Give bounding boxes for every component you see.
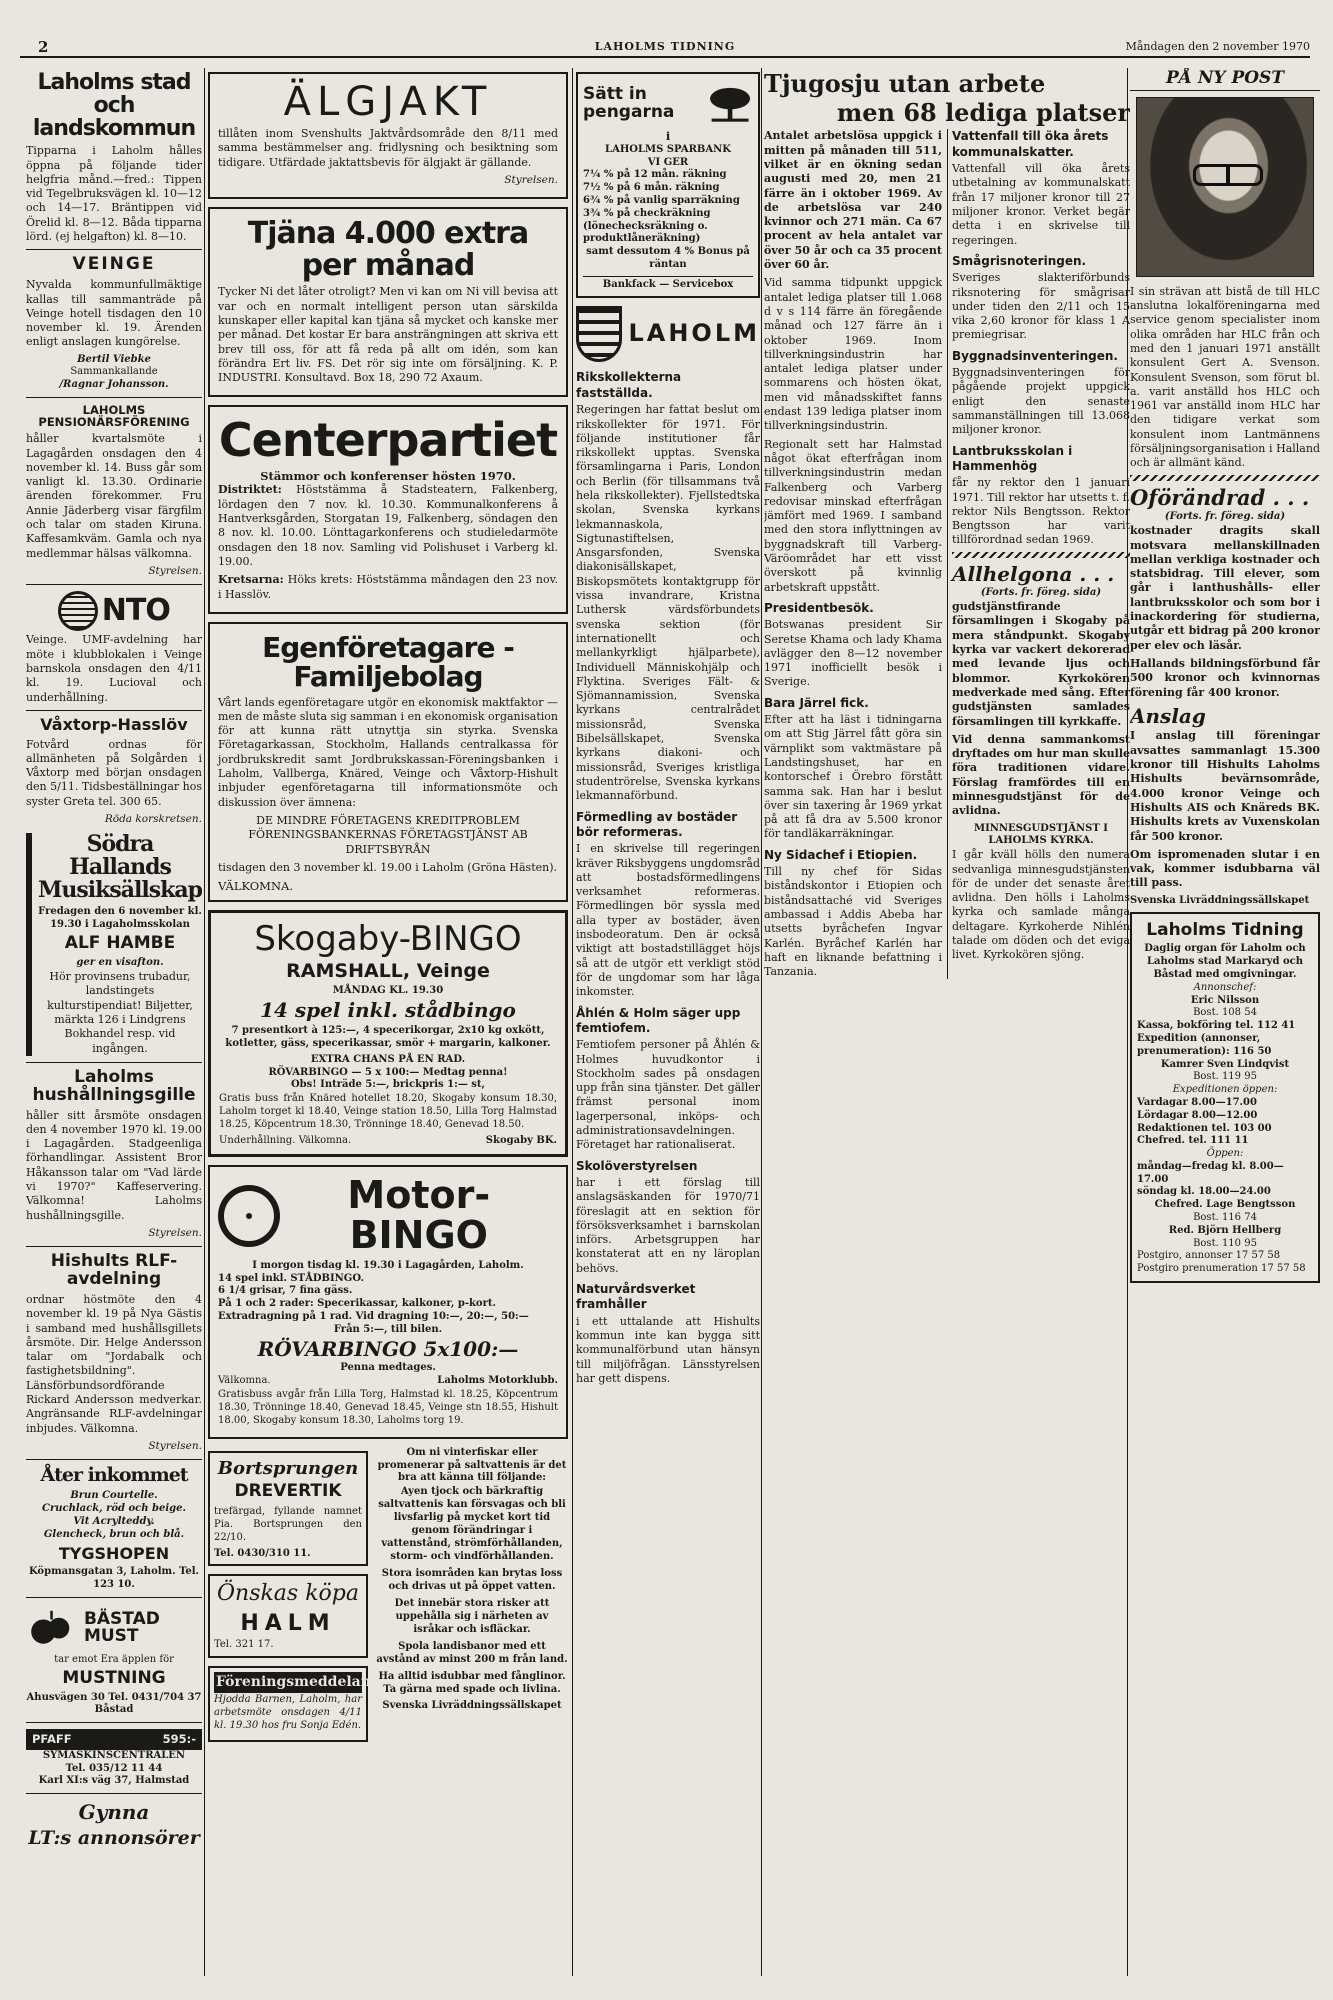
ad-body: Höks krets: Höststämma måndagen den 23 nov. i Hasslöv. xyxy=(218,573,559,601)
rate-line: 7¼ % på 12 mån. räkning xyxy=(583,169,727,181)
ad-time: tisdagen den 3 november kl. 19.00 i Laholm (Gröna Hästen). xyxy=(218,860,558,874)
notice-body: Veinge. UMF-avdelning har möte i klubblokalen i Veinge barnskola onsdagen den 4/11 kl. 19. Lucioval och underhållning. xyxy=(26,633,202,704)
divider xyxy=(26,1062,202,1063)
ad-fran: Från 5:—, till bilen. xyxy=(333,1323,443,1335)
article-title: Bara Järrel fick. xyxy=(764,695,869,710)
ad-date: Fredagen den 6 november kl. 19.30 i Lagaholmsskolan xyxy=(38,905,202,930)
skogaby-bingo-ad xyxy=(208,910,568,1157)
ad-rows: På 1 och 2 rader: Specerikassar, kalkoner, p-kort. xyxy=(218,1298,496,1310)
article-title: Rikskollekterna fastställda. xyxy=(576,370,682,400)
article-title: Skolöverstyrelsen xyxy=(576,1158,698,1173)
signature: /Ragnar Johansson. xyxy=(59,379,169,391)
paper-title: Laholms Tidning xyxy=(1146,919,1304,940)
ad-welcome: Välkomna. xyxy=(218,1375,271,1387)
ad-when: I morgon tisdag kl. 19.30 i Lagagården, Laholm. xyxy=(252,1259,524,1271)
ice-safety-notice xyxy=(376,1447,568,1751)
ad-title: Tjäna 4.000 extra per månad xyxy=(247,216,529,283)
notice-title: Laholms hushållningsgille xyxy=(32,1066,196,1105)
ad-tel: Tel. 321 17. xyxy=(214,1638,274,1650)
article-body: Regeringen har fattat beslut om rikskollekter för 1971. För följande institutioner får rikskollekt upptas. Svenska församlingarna i Paris, London och Berlin (för tillsammans två hela rikskollekter). Fjellstedtska skolan, Svenska kyrkans lekmannaskola, Sigtunastiftelsen, Ansgarsfonden, Svenska diakonisällskapet, Biskopsmötets kontaktgrupp för vissa invandrare, Kristna Luthersk värdsförbundets svenska sektion (för internationellt och mellankyrkligt hjälparbete), Individuell Människohjälp och Flyktina. Sveriges Fält- & Sjömannamission, Svenska kyrkans centralrådet missionsråd, Svenska Bibelsällskapet, Svenska kyrkans diakoni- och missionsråd, Sveriges kristliga studentrörelse, Svenska kyrkans lekmannaförbund. xyxy=(576,403,760,803)
ad-vi-ger: VI GER xyxy=(647,156,689,168)
article-headline: men 68 lediga platser xyxy=(836,98,1130,128)
brand-name: PFAFF xyxy=(32,1732,72,1747)
article-body: I går kväll hölls den numera sedvanliga minnesgudstjänsten för de under det senaste året avlidna. Den hölls i Laholms kyrka och samlade många deltagare. Kyrkoherde Nihlén talade om döden och det eviga livet. Kyrkokören sjöng. xyxy=(952,848,1130,962)
ad-prizes: 7 presentkort à 125:—, 4 specerikorgar, 2x10 kg oxkött, kotletter, gäss, specerikassar, smör + margarin, kalkoner. xyxy=(225,1024,551,1049)
ad-welcome: VÄLKOMNA. xyxy=(218,879,293,894)
slogan: Gynna xyxy=(78,1800,150,1825)
article-body: I sin strävan att bistå de till HLC anslutna lokalföreningarna med service genom specialister inom olika områden har HLC från och med den 1 januari 1971 anställt konsulent Gert A. Svenson. Konsulent Svenson, som förut bl. a. varit anställd hos HLC och 1961 var anställd inom HLC har den tidigare verkat som konsulent inom Lantmännens försäljningsorganisation i Halland och är allmänt känd. xyxy=(1130,284,1320,470)
article-body: gudstjänstfirande församlingen i Skogaby på mera ståndpunkt. Skogaby kyrka var vackert dekorerad med levande ljus och blommor. Kyrkokören medverkade med sång. Efter gudstjänsten samlades församlingen till kyrkkaffe. xyxy=(952,600,1130,728)
ad-tel: Tel. 0430/310 11. xyxy=(214,1547,311,1559)
pfaff-banner xyxy=(26,1729,202,1750)
article-body: Hallands bildningsförbund får 500 kronor och kvinnornas förening får 400 kronor. xyxy=(1130,656,1320,699)
notice-body: Spola landisbanor med ett avstånd av minst 200 m från land. xyxy=(376,1641,568,1666)
ad-footer: Underhållning. Välkomna. xyxy=(219,1135,352,1147)
ad-name: DREVERTIK xyxy=(234,1480,342,1501)
masthead xyxy=(20,34,1310,58)
ad-rov: RÖVARBINGO — 5 x 100:— Medtag penna! xyxy=(268,1066,508,1078)
article-headline: Oförändrad . . . xyxy=(1130,484,1310,510)
article-body: Botswanas president Sir Seretse Khama och lady Khama avlägger den 8—12 november 1971 inofficiellt besök i Sverige. xyxy=(764,618,942,689)
paper-name: LAHOLMS TIDNING xyxy=(594,40,736,53)
notice-body: håller sitt årsmöte onsdagen den 4 november 1970 kl. 19.00 i Lagagården. Stadgeenliga förhandlingar. Assistent Bror Håkansson talar om "Vad lärde vi 1970?" Kaffeservering. Välkomna! Laholms hushållningsgille. xyxy=(26,1108,202,1222)
ad-penna: Penna medtages. xyxy=(340,1362,436,1374)
signature: Styrelsen. xyxy=(148,1226,202,1239)
ad-subtitle: Stämmor och konferenser hösten 1970. xyxy=(260,468,516,483)
article-title: Vattenfall till öka årets kommunalskatter. xyxy=(952,129,1109,159)
info-line: Postgiro, annonser 17 57 58 xyxy=(1137,1250,1281,1262)
article-headline: Anslag xyxy=(1130,703,1206,728)
ad-rov: RÖVARBINGO 5x100:— xyxy=(257,1336,519,1361)
ad-line: Brun Courtelle. xyxy=(70,1490,158,1502)
article-body: kostnader dragits skall motsvara mellanskillnaden mellan verkliga kostnader och statsbidrag. Till elever, som går i lanthushålls- eller lantbruksskolor och som bor i inackordering för studierna, utgår ett bidrag på 200 kronor per elev och läsår. xyxy=(1130,524,1320,652)
ad-club: Laholms Motorklubb. xyxy=(437,1375,558,1387)
notice-body: Ayen tjock och bärkraftig saltvattenis kan försvagas och bli livsfarlig på mycket kort tid genom förändringar i vattenstånd, strömförhållanden, storm- och vindförhållanden. xyxy=(378,1486,566,1563)
ad-title: Önskas köpa xyxy=(216,1581,359,1607)
ad-bus: Gratis buss från Knäred hotellet 18.20, Skogaby konsum 18.30, Laholm torget kl 18.40, Veinge station 18.50, Lilla Torg Halmstad 18.25, Köpcentrum 18.30, Trönninge 18.40, Genevad 18.50. xyxy=(219,1093,557,1131)
article-continuation: (Forts. fr. föreg. sida) xyxy=(1164,511,1286,523)
divider xyxy=(26,710,202,711)
signature: Röda korskretsen. xyxy=(104,813,202,826)
signature: Styrelsen. xyxy=(148,564,202,577)
notice-body: Stora isområden kan brytas loss och drivas ut på öppet vatten. xyxy=(381,1568,563,1593)
nto-logo xyxy=(26,591,202,631)
article-title: Ny Sidachef i Etiopien. xyxy=(764,847,918,862)
notice-body: ordnar höstmöte den 4 november kl. 19 på Nya Gästis i samband med hushållsgillets årsmöte. Dir. Helge Andersson talar om "Jordabalk och fastighetsbildning". Länsförbundsordförande Rickard Andersson medverkar. Angränsande RLF-avdelningar inbjudes. Välkomna. xyxy=(26,1293,202,1435)
ad-title: Bortsprungen xyxy=(217,1457,359,1479)
info-line: Chefred. Lage Bengtsson xyxy=(1154,1199,1296,1211)
ad-body: trefärgad, fyllande namnet Pia. Bortsprungen den 22/10. xyxy=(214,1505,362,1543)
apple-icon xyxy=(26,1604,78,1654)
rate-line: 6¾ % på vanlig sparräkning xyxy=(583,194,740,206)
rate-line: 7½ % på 6 mån. räkning xyxy=(583,182,720,194)
ornament xyxy=(1130,475,1320,481)
article-body: Femtiofem personer på Åhlén & Holmes huvudkontor i Stockholm sades på onsdagen upp från sina tjänster. Det gäller främst personal inom lagerpersonal, inköps- och administrationsavdelningen. Företaget har rationaliserat. xyxy=(576,1038,760,1152)
ad-footer: Bankfack — Servicebox xyxy=(583,276,753,292)
info-line: Redaktionen tel. 103 00 xyxy=(1137,1122,1272,1134)
ad-title: TYGSHOPEN xyxy=(58,1543,170,1563)
ornament xyxy=(952,552,1130,558)
signature: Styrelsen. xyxy=(504,173,558,186)
column-5 xyxy=(1130,68,1320,1976)
ad-extra: Extradragning på 1 rad. Vid dragning 10:—, 20:—, 50:— xyxy=(218,1311,529,1323)
divider xyxy=(26,584,202,585)
egen-ad xyxy=(208,622,568,902)
ad-line: Cruchlack, röd och beige. xyxy=(41,1503,187,1515)
ad-title: MUSTNING xyxy=(62,1667,166,1688)
ad-body: Hjodda Barnen, Laholm, har arbetsmöte onsdagen 4/11 kl. 19.30 hos fru Sonja Edén. xyxy=(214,1694,362,1732)
slogan: LT:s annonsörer xyxy=(28,1826,200,1849)
info-label: Öppen: xyxy=(1206,1148,1244,1160)
sparbank-ad xyxy=(576,72,760,298)
divider xyxy=(26,249,202,250)
column-1 xyxy=(26,68,202,1976)
coat-of-arms-icon xyxy=(576,306,622,362)
article-title: Åhlén & Holm säger upp femtiofem. xyxy=(576,1005,741,1035)
info-line: Expedition (annonser, prenumeration): 116 50 xyxy=(1137,1032,1272,1057)
notice-title: Våxtorp-Hasslöv xyxy=(40,714,188,734)
notice-title: NTO xyxy=(101,593,170,629)
tree-icon xyxy=(707,79,753,129)
ad-title: Södra Hallands Musiksällskap xyxy=(38,830,202,903)
info-line: måndag—fredag kl. 8.00—17.00 xyxy=(1137,1160,1284,1185)
article-body: Antalet arbetslösa uppgick i mitten på månaden till 511, vilket är en ökning sedan augusti med 20, men 21 färre än i oktober 1969. Av de arbetslösa var 240 kvinnor och 271 män. Ca 67 procent av hela antalet var över 50 år och ca 35 procent över 60 år. xyxy=(764,129,942,272)
rate-line: 3¾ % på checkräkning (lönechecksräkning o. produktlåneräkning) xyxy=(583,207,711,245)
article-headline: Allhelgona . . . xyxy=(952,561,1115,586)
glasses-icon xyxy=(1193,164,1263,186)
article-body: Regionalt sett har Halmstad något ökat efterfrågan inom tillverkningsindustrin medan Falkenberg och Varberg redovisar minskad efterfrågan jämfört med 1969. I samband med den stora inflyttningen av byggnadskraft till Varberg-Väröområdet har ett visst överskott på kvinnlig arbetskraft uppstått. xyxy=(764,437,942,594)
ad-games: 14 spel inkl. STÅDBINGO. xyxy=(218,1272,364,1284)
info-line: Chefred. tel. 111 11 xyxy=(1137,1135,1249,1147)
notice-body: Det innebär stora risker att uppehålla sig i närheten av isråkar och isfläckar. xyxy=(394,1598,550,1636)
notice-title: VEINGE xyxy=(72,254,156,275)
globe-icon xyxy=(58,591,98,631)
steering-wheel-icon xyxy=(218,1185,280,1247)
motor-bingo-ad xyxy=(208,1165,568,1439)
ad-name: HALM xyxy=(240,1610,336,1636)
article-body: Byggnadsinventeringen för pågående projekt uppgick enligt den senaste sammanställningen till 13.068 miljoner kronor. xyxy=(952,366,1130,437)
ad-line: Glencheck, brun och blå. xyxy=(43,1528,185,1540)
notice-body: Fotvård ordnas för allmänheten på Solgården i Våxtorp med början onsdagen den 5/11. Tidsbeställningar hos syster Greta tel. 300 65. xyxy=(26,737,202,808)
column-divider xyxy=(761,68,762,1976)
article-title: Presidentbesök. xyxy=(764,600,874,615)
page-number: 2 xyxy=(38,38,49,56)
signature: Svenska Livräddningssällskapet xyxy=(382,1700,562,1712)
ad-title: Motor-BINGO xyxy=(347,1173,491,1257)
ad-pass: 6 1/4 grisar, 7 fina gäss. xyxy=(218,1285,353,1297)
info-line: Kamrer Sven Lindqvist xyxy=(1160,1058,1290,1070)
algjakt-ad xyxy=(208,72,568,199)
issue-date: Måndagen den 2 november 1970 xyxy=(1125,40,1310,53)
divider xyxy=(26,1597,202,1598)
article-body: Till ny chef för Sidas biståndskontor i Etiopien och biståndsattaché vid Sveriges ambassad i Addis Abeba har utsetts byråchefen Ingvar Karlén. Byråchef Karlén har haft en liknande befattning i Tanzania. xyxy=(764,865,942,979)
info-name: Eric Nilsson xyxy=(1190,994,1260,1006)
label: Kretsarna: xyxy=(218,573,284,587)
portrait-photo xyxy=(1136,97,1314,277)
article-headline: PÅ NY POST xyxy=(1130,68,1320,91)
divider xyxy=(26,1722,202,1723)
ad-day: MÅNDAG KL. 19.30 xyxy=(332,985,444,997)
ad-address: Karl XI:s väg 37, Halmstad xyxy=(38,1775,190,1787)
article-title: Smågrisnoteringen. xyxy=(952,253,1087,268)
info-line: Postgiro prenumeration 17 57 58 xyxy=(1137,1263,1306,1275)
ad-title: Centerpartiet xyxy=(218,413,558,468)
article-title: Lantbruksskolan i Hammenhög xyxy=(952,443,1073,473)
crest-label: LAHOLM xyxy=(628,319,760,348)
ad-subtitle: ger en visafton. xyxy=(76,957,164,969)
article-body: Sveriges slakteriförbunds riksnotering för smågrisar under tiden den 2/11 och 15 vika 2,60 kronor för klass 1 A premiegrisar. xyxy=(952,271,1130,342)
notice-body: Nyvalda kommunfullmäktige kallas till sammanträde på Veinge hotell tisdagen den 10 november kl. 19. Ärenden enligt anslagen kungörelse. xyxy=(26,278,202,349)
ad-name: SYMASKINSCENTRALEN xyxy=(42,1749,186,1761)
column-4 xyxy=(764,68,1130,1976)
label: Distriktet: xyxy=(218,483,282,497)
divider xyxy=(26,1246,202,1247)
article-body: har i ett förslag till anslagsäskanden för 1970/71 föreslagit att en sektion för försöksverksamhet i barnskolan införs. Arbetsgruppen har konstaterat att en ny läroplan behövs. xyxy=(576,1175,760,1275)
signature-role: Sammankallande xyxy=(70,366,158,378)
info-label: Annonschef: xyxy=(1193,981,1257,993)
article-title: Byggnadsinventeringen. xyxy=(952,348,1118,363)
divider xyxy=(26,1793,202,1794)
price: 595:- xyxy=(162,1732,196,1747)
signature: Svenska Livräddningssällskapet xyxy=(1130,894,1310,906)
column-divider xyxy=(572,68,573,1976)
info-line: Lördagar 8.00—12.00 xyxy=(1137,1109,1258,1121)
info-tel: Bost. 110 95 xyxy=(1193,1237,1257,1249)
ad-bonus: samt dessutom 4 % Bonus på räntan xyxy=(586,246,750,270)
ad-title: Sätt in pengarna xyxy=(583,83,675,122)
article-body: Vid samma tidpunkt uppgick antalet lediga platser till 1.068 d v s 114 färre än föregående månad och 127 färre än i oktober 1969. Inom tillverkningsindustrin har antalet lediga platser under sommarens och hösten ökat, men vid månadsskiftet fanns endast 139 lediga platser inom tillverkningsindustrin. xyxy=(764,276,942,433)
article-title: Förmedling av bostäder bör reformeras. xyxy=(576,809,738,839)
divider xyxy=(26,1459,202,1460)
ad-body: tar emot Era äpplen för xyxy=(54,1653,174,1665)
ad-title: ÄLGJAKT xyxy=(283,79,493,125)
notice-title: Hishults RLF-avdelning xyxy=(50,1251,178,1290)
ad-topic: DE MINDRE FÖRETAGENS KREDITPROBLEM FÖRENINGSBANKERNAS FÖRETAGSTJÄNST AB DRIFTSBYRÅN xyxy=(248,813,528,856)
ad-title: Skogaby-BINGO xyxy=(254,918,522,959)
article-body: Vattenfall vill öka årets utbetalning av kommunalskatt från 17 miljoner kronor till 27 miljoner kronor. Verket begär detta i en skrivelse till regeringen. xyxy=(952,162,1130,247)
ad-name: ALF HAMBE xyxy=(64,933,176,954)
ad-title: Egenföretagare - Familjebolag xyxy=(262,630,514,694)
article-title: MINNESGUDSTJÄNST I LAHOLMS KYRKA. xyxy=(974,822,1108,847)
small-ads xyxy=(208,1447,400,1751)
ad-i: i xyxy=(665,129,671,143)
divider xyxy=(26,397,202,398)
column-divider xyxy=(204,68,205,1976)
info-tel: Bost. 116 74 xyxy=(1193,1212,1257,1224)
ad-title: BÄSTAD MUST xyxy=(83,1608,160,1647)
ad-title: Föreningsmeddelanden xyxy=(214,1672,362,1694)
laholm-crest xyxy=(576,306,760,362)
ad-body: Hör provinsens trubadur, landstingets kulturstipendiat! Biljetter, märkta 126 i Lindgrens Bokhandel resp. vid ingången. xyxy=(47,970,193,1055)
signature: Styrelsen. xyxy=(148,1439,202,1452)
ad-body: tillåten inom Svenshults Jaktvårdsområde den 8/11 med samma bestämmelser ang. fridlysning och besiktning som tidigare. Utfärdade jaktattsbevis för älgjakt är gällande. xyxy=(218,127,558,169)
bank-name: LAHOLMS SPARBANK xyxy=(605,143,731,155)
notice-body: Ha alltid isdubbar med fånglinor. Ta gärna med spade och livlina. xyxy=(378,1671,566,1696)
center-ad xyxy=(208,405,568,613)
notice-body: håller kvartalsmöte i Lagagården onsdagen den 4 november kl. 14. Buss går som vanligt kl. 13.30. Ordinarie ärenden förekommer. Fru Annie Jäderberg visar färgfilm och talar om staden Kiruna. Kaffesamkväm. Gamla och nya medlemmar hälsas välkomna. xyxy=(26,432,202,560)
ad-entry: Obs! Inträde 5:—, brickpris 1:— st, xyxy=(290,1079,486,1091)
ad-address: Ahusvägen 30 Tel. 0431/704 37 Båstad xyxy=(26,1691,202,1716)
column-2 xyxy=(208,68,568,1976)
ad-title: Åter inkommet xyxy=(40,1464,188,1487)
ad-games: 14 spel inkl. stådbingo xyxy=(260,998,516,1023)
ad-address: Köpmansgatan 3, Laholm. Tel. 123 10. xyxy=(28,1566,200,1591)
ad-body: Tycker Ni det låter otroligt? Men vi kan om Ni vill bevisa att var och en normalt intelligent person utan särskilda kunskaper eller kapital kan tjäna så mycket och kanske mer per månad. Det kostar Er bara ansträngningen att skriva ett brev till oss, för att få reda på allt om idén, som kan förändra Ert liv. FS. Det rör sig inte om försäljning. K. P. INDUSTRI. Konsultavd. Box 18, 290 72 Axaum. xyxy=(218,285,558,385)
tjana-ad xyxy=(208,207,568,397)
article-body: Efter att ha läst i tidningarna om att Stig Järrel fått göra sin värnplikt som vaktmästare på Landstingshuset, har en kontorschef i Örebro förstått samma sak. Han har i beslut över sin taxering år 1969 yrkat på att få dra av 5.500 kronor för tandläkarräkningar. xyxy=(764,713,942,841)
paper-tagline: Daglig organ för Laholm och Laholms stad Markaryd och Båstad med omgivningar. xyxy=(1144,943,1306,980)
lt-info-box xyxy=(1130,912,1320,1284)
info-tel: Bost. 119 95 xyxy=(1193,1071,1257,1083)
notice-body: Tipparna i Laholm hålles öppna på följande tider helgfria månd.—fred.: Tippen vid Tegelbruksvägen kl. 10—12 och 14—17. Bräntippen vid Örelid kl. 8—12. Båda tipparna lörd. (ej helgafton) kl. 8—10. xyxy=(26,144,202,244)
ad-body: Vårt lands egenföretagare utgör en ekonomisk maktfaktor — men de måste sluta sig samman i en ekonomisk organisation för att kunna rätt utnyttja sin styrka. Svenska Företagarkassan, Stockholm, Hallands centralkassa för jordbrukskredit samt Jordbrukskassan-Föreningsbanken i Laholm, Vallberga, Knäred, Veinge och Våxtorp-Hishult inbjuder egenföretagarna till informationsmöte och diskussion över ämnena: xyxy=(218,695,558,809)
signature: Bertil Viebke xyxy=(77,353,151,365)
column-3 xyxy=(576,68,760,1976)
music-ad xyxy=(26,830,202,1056)
article-body: I anslag till föreningar avsattes sammanlagt 15.300 kronor till Hishults Laholms Hishults bevärnsområde, 4.000 kronor Veinge och Hishults AIS och Knäreds BK. Hishults krets av Vuxenskolan får 500 kronor. xyxy=(1130,729,1320,843)
info-line: Vardagar 8.00—17.00 xyxy=(1137,1096,1257,1108)
article-headline: Tjugosju utan arbete xyxy=(764,69,1046,98)
info-tel: Bost. 108 54 xyxy=(1193,1007,1257,1019)
article-body: I en skrivelse till regeringen kräver Riksbyggens ungdomsråd att bostadsförmedlingens verksamhet reformeras. Förmedlingen bör syssla med alla typer av bostäder, även insbodeoratum. Den är också viktigt att bostadstillägget höjs så att de utgör ett verkligt stöd för de ungdomar som har låga inkomster. xyxy=(576,842,760,999)
ad-extra: EXTRA CHANS PÅ EN RAD. xyxy=(310,1053,466,1065)
ad-line: Vit Acrylteddy. xyxy=(73,1515,155,1527)
ad-venue: RAMSHALL, Veinge xyxy=(286,959,490,982)
info-line: Red. Björn Hellberg xyxy=(1168,1224,1282,1236)
article-body: Om ispromenaden slutar i en vak, kommer isdubbarna väl till pass. xyxy=(1130,847,1320,890)
info-line: Kassa, bokföring tel. 112 41 xyxy=(1137,1020,1296,1032)
ad-sponsor: Skogaby BK. xyxy=(485,1135,557,1147)
info-label: Expeditionen öppen: xyxy=(1172,1084,1278,1096)
must-ad xyxy=(26,1604,202,1654)
ad-bus: Gratisbuss avgår från Lilla Torg, Halmstad kl. 18.25, Köpcentrum 18.30, Trönninge 18.40, Genevad 18.45, Veinge stn 18.55, Hishult 18.00, Skogaby konsum 18.30, Laholms torg 19. xyxy=(218,1388,558,1426)
article-continuation: (Forts. fr. föreg. sida) xyxy=(980,587,1102,599)
article-body: Vid denna sammankomst dryftades om hur man skulle föra traditionen vidare. Förslag framfördes till en minnesgudstjänst för de avlidna. xyxy=(952,732,1130,818)
article-body: får ny rektor den 1 januari 1971. Till rektor har utsetts t. f. rektor Nils Bengtsson. Rektor Bengtsson har varit tillförordnad sedan 1969. xyxy=(952,476,1130,547)
article-body: i ett uttalande att Hishults kommun inte kan bygga sitt kommunalförbund utan hänsyn till miljöfrågan. Länsstyrelsen har gett dispens. xyxy=(576,1314,760,1385)
ad-tel: Tel. 035/12 11 44 xyxy=(65,1762,163,1774)
info-line: söndag kl. 18.00—24.00 xyxy=(1137,1186,1271,1198)
notice-title: Om ni vinterfiskar eller promenerar på saltvattenis är det bra att känna till följande: xyxy=(377,1446,567,1484)
notice-title: LAHOLMS PENSIONÄRSFÖRENING xyxy=(38,403,190,430)
notice-title: Laholms stad och landskommun xyxy=(32,70,196,142)
ad-body: Höststämma å Stadsteatern, Falkenberg, lördagen den 7 nov. kl. 10.30. Kommunalkonferens å Hantverksgården, Storgatan 19, Falkenberg, söndagen den 8 nov. kl. 10.00. Lönttagarkonferens och studieledarmöte onsdagen den 18 nov. Samling vid Polishuset i Varberg kl. 19.00. xyxy=(218,483,559,568)
article-title: Naturvårdsverket framhåller xyxy=(576,1282,696,1312)
